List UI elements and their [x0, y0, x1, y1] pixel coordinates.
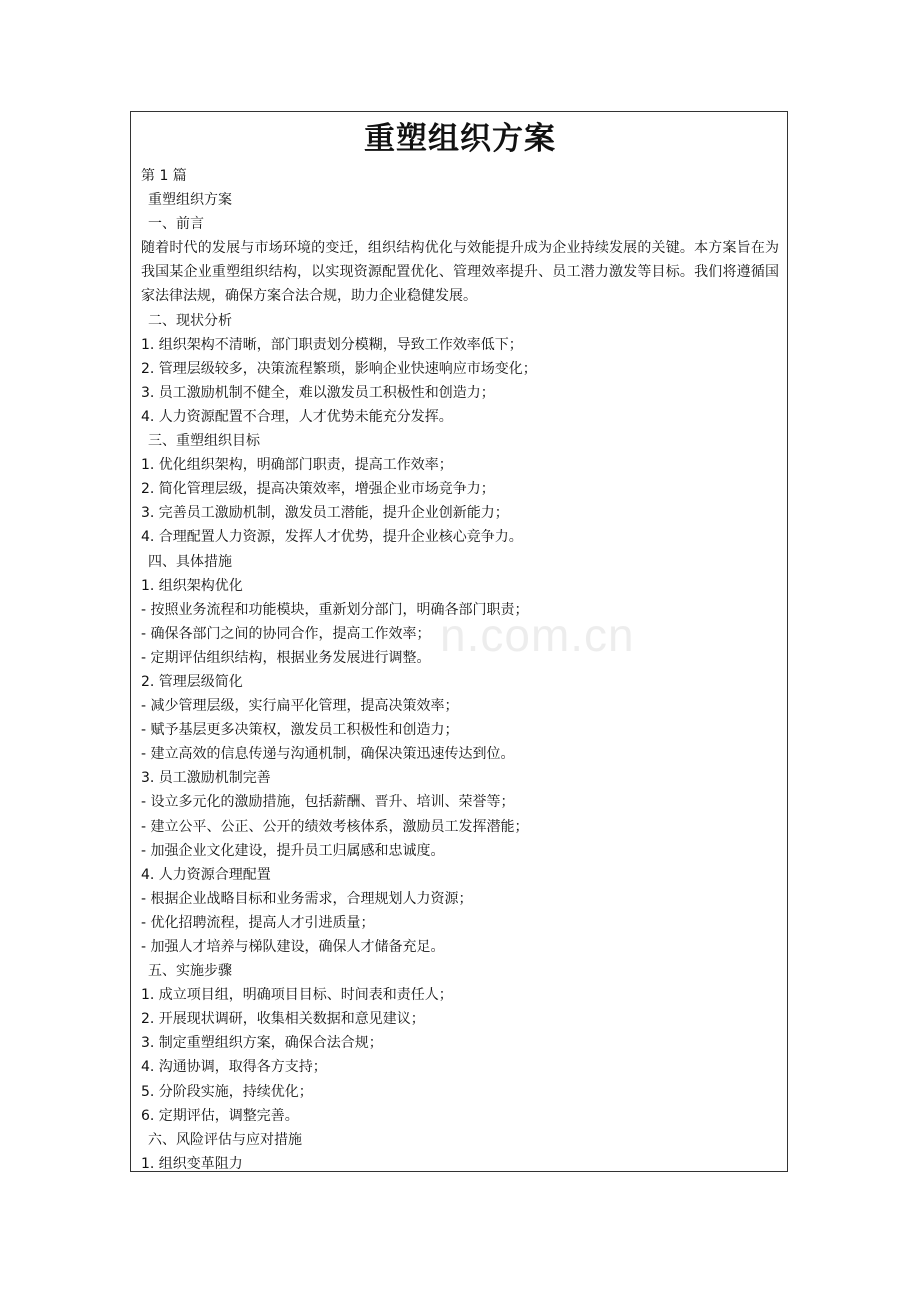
text-line: 3. 员工激励机制完善: [141, 770, 271, 787]
text-line: - 加强企业文化建设，提升员工归属感和忠诚度。: [141, 842, 445, 859]
text-line: - 加强人才培养与梯队建设，确保人才储备充足。: [141, 939, 445, 955]
text-line: 4. 人力资源合理配置: [141, 866, 271, 883]
section-heading: 三、重塑组织目标: [148, 433, 260, 450]
text-line: - 设立多元化的激励措施，包括薪酬、晋升、培训、荣誉等；: [141, 794, 515, 811]
text-line: 2. 管理层级简化: [141, 673, 243, 690]
document-page: [130, 111, 788, 1172]
section-heading: 四、具体措施: [148, 553, 232, 570]
text-line: 2. 简化管理层级，提高决策效率，增强企业市场竞争力；: [141, 481, 495, 498]
text-line: - 建立公平、公正、公开的绩效考核体系，激励员工发挥潜能；: [141, 818, 529, 835]
text-line: - 优化招聘流程，提高人才引进质量；: [141, 914, 375, 931]
text-line: 1. 成立项目组，明确项目目标、时间表和责任人；: [141, 987, 453, 1004]
document-body: [141, 164, 779, 1172]
text-line: 1. 组织架构优化: [141, 577, 243, 594]
section-heading: 一、前言: [148, 216, 204, 233]
watermark: n.com.cn: [440, 609, 635, 661]
text-line: 1. 组织架构不清晰，部门职责划分模糊，导致工作效率低下；: [141, 336, 523, 353]
body-paragraph: 随着时代的发展与市场环境的变迁，组织结构优化与效能提升成为企业持续发展的关键。本方案旨在为我国某企业重塑组织结构，以实现资源配置优化、管理效率提升、员工潜力激发等目标。我们将遵循国家法律法规，确保方案合法合规，助力企业稳健发展。: [141, 240, 779, 305]
text-line: - 建立高效的信息传递与沟通机制，确保决策迅速传达到位。: [141, 746, 515, 763]
text-line: 第 1 篇: [141, 168, 187, 184]
text-line: 3. 制定重塑组织方案，确保合法合规；: [141, 1035, 383, 1052]
text-line: 5. 分阶段实施，持续优化；: [141, 1083, 313, 1100]
text-line: 1. 优化组织架构，明确部门职责，提高工作效率；: [141, 457, 453, 474]
text-line: 2. 开展现状调研，收集相关数据和意见建议；: [141, 1011, 425, 1028]
text-line: 4. 人力资源配置不合理，人才优势未能充分发挥。: [141, 408, 453, 425]
text-line: - 减少管理层级，实行扁平化管理，提高决策效率；: [141, 698, 459, 715]
text-line: 3. 完善员工激励机制，激发员工潜能，提升企业创新能力；: [141, 505, 509, 522]
text-line: 4. 合理配置人力资源，发挥人才优势，提升企业核心竞争力。: [141, 529, 523, 546]
text-line: - 定期评估组织结构，根据业务发展进行调整。: [141, 649, 431, 666]
text-line: - 确保各部门之间的协同合作，提高工作效率；: [141, 625, 431, 642]
text-line: - 赋予基层更多决策权，激发员工积极性和创造力；: [141, 722, 459, 739]
text-line: 4. 沟通协调，取得各方支持；: [141, 1059, 327, 1076]
text-line: - 根据企业战略目标和业务需求，合理规划人力资源；: [141, 890, 473, 907]
section-heading: 六、风险评估与应对措施: [148, 1131, 302, 1148]
text-line: 6. 定期评估，调整完善。: [141, 1107, 299, 1124]
section-heading: 重塑组织方案: [148, 192, 232, 209]
section-heading: 五、实施步骤: [148, 963, 232, 980]
text-line: 1. 组织变革阻力: [141, 1155, 243, 1172]
section-heading: 二、现状分析: [148, 312, 232, 329]
text-line: - 按照业务流程和功能模块，重新划分部门，明确各部门职责；: [141, 601, 529, 618]
text-line: 2. 管理层级较多，决策流程繁琐，影响企业快速响应市场变化；: [141, 360, 537, 377]
text-line: 3. 员工激励机制不健全，难以激发员工积极性和创造力；: [141, 384, 495, 401]
document-title: 重塑组织方案: [364, 121, 556, 157]
